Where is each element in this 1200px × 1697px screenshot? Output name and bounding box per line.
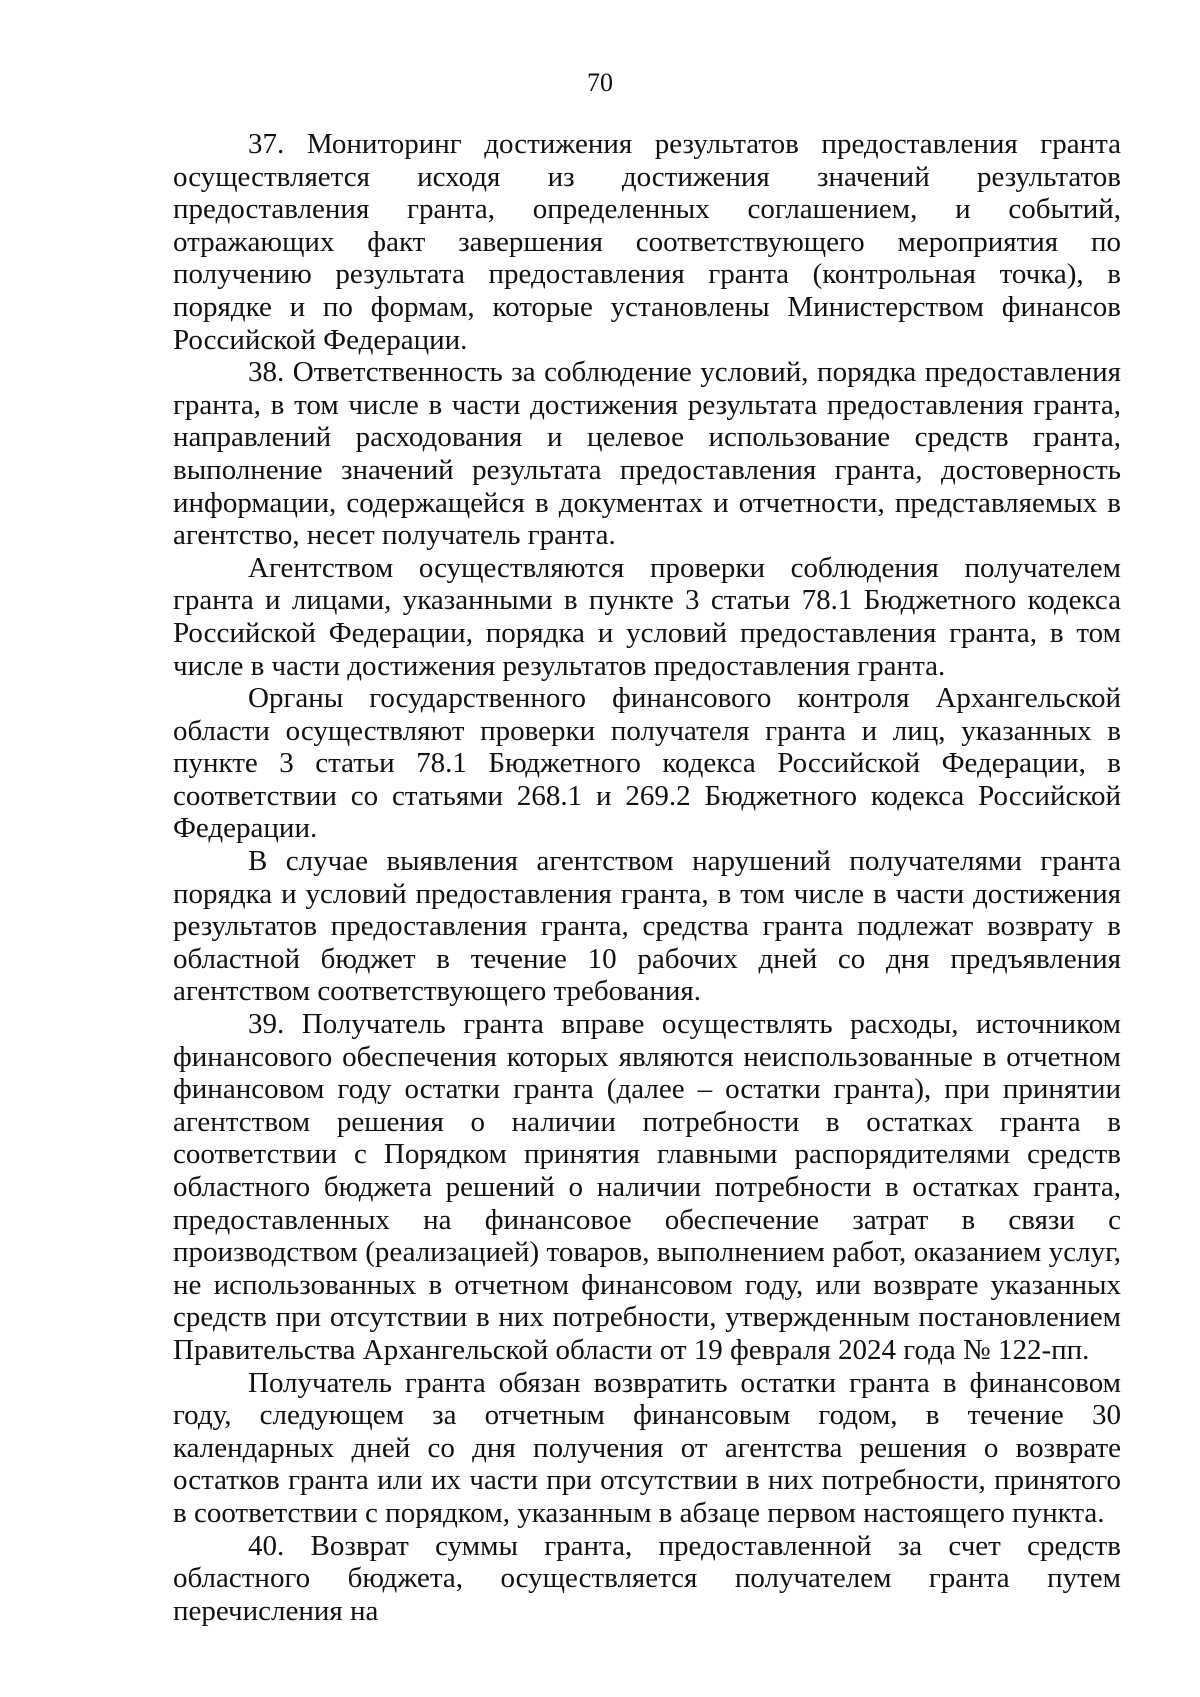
paragraph-39: 39. Получатель гранта вправе осуществлять расходы, источником финансового обеспечения которых являются неиспользованные в отчетном финансовом году остатки гранта (далее – остатки гранта), при принятии агентством решения о наличии потребности в остатках гранта в соответствии с Порядком принятия главными распорядителями средств областного бюджета решений о наличии потребности в остатках гранта, предоставленных на финансовое обеспечение затрат в связи с производством (реализацией) товаров, выполнением работ, оказанием услуг, не использованных в отчетном финансовом году, или возврате указанных средств при отсутствии в них потребности, утвержденным постановлением Правительства Архангельской области от 19 февраля 2024 года № 122-пп. [173,1008,1121,1366]
paragraph-39-return-remainder: Получатель гранта обязан возвратить остатки гранта в финансовом году, следующем за отчетным финансовым годом, в течение 30 календарных дней со дня получения от агентства решения о возврате остатков гранта или их части при отсутствии в них потребности, принятого в соответствии с порядком, указанным в абзаце первом настоящего пункта. [173,1366,1121,1529]
paragraph-38-violations: В случае выявления агентством нарушений получателями гранта порядка и условий предоставления гранта, в том числе в части достижения результатов предоставления гранта, средства гранта подлежат возврату в областной бюджет в течение 10 рабочих дней со дня предъявления агентством соответствующего требования. [173,845,1121,1008]
paragraph-40: 40. Возврат суммы гранта, предоставленной за счет средств областного бюджета, осуществляется получателем гранта путем перечисления на [173,1529,1121,1627]
paragraph-37: 37. Мониторинг достижения результатов предоставления гранта осуществляется исходя из достижения значений результатов предоставления гранта, определенных соглашением, и событий, отражающих факт завершения соответствующего мероприятия по получению результата предоставления гранта (контрольная точка), в порядке и по формам, которые установлены Министерством финансов Российской Федерации. [173,128,1121,356]
paragraph-38: 38. Ответственность за соблюдение условий, порядка предоставления гранта, в том числе в части достижения результата предоставления гранта, направлений расходования и целевое использование средств гранта, выполнение значений результата предоставления гранта, достоверность информации, содержащейся в документах и отчетности, представляемых в агентство, несет получатель гранта. [173,356,1121,552]
paragraph-38-agency-checks: Агентством осуществляются проверки соблюдения получателем гранта и лицами, указанными в пункте 3 статьи 78.1 Бюджетного кодекса Российской Федерации, порядка и условий предоставления гранта, в том числе в части достижения результатов предоставления гранта. [173,551,1121,682]
document-body [173,128,1121,1627]
paragraph-38-financial-control: Органы государственного финансового контроля Архангельской области осуществляют проверки получателя гранта и лиц, указанных в пункте 3 статьи 78.1 Бюджетного кодекса Российской Федерации, в соответствии со статьями 268.1 и 269.2 Бюджетного кодекса Российской Федерации. [173,682,1121,845]
page-number: 70 [587,68,613,97]
